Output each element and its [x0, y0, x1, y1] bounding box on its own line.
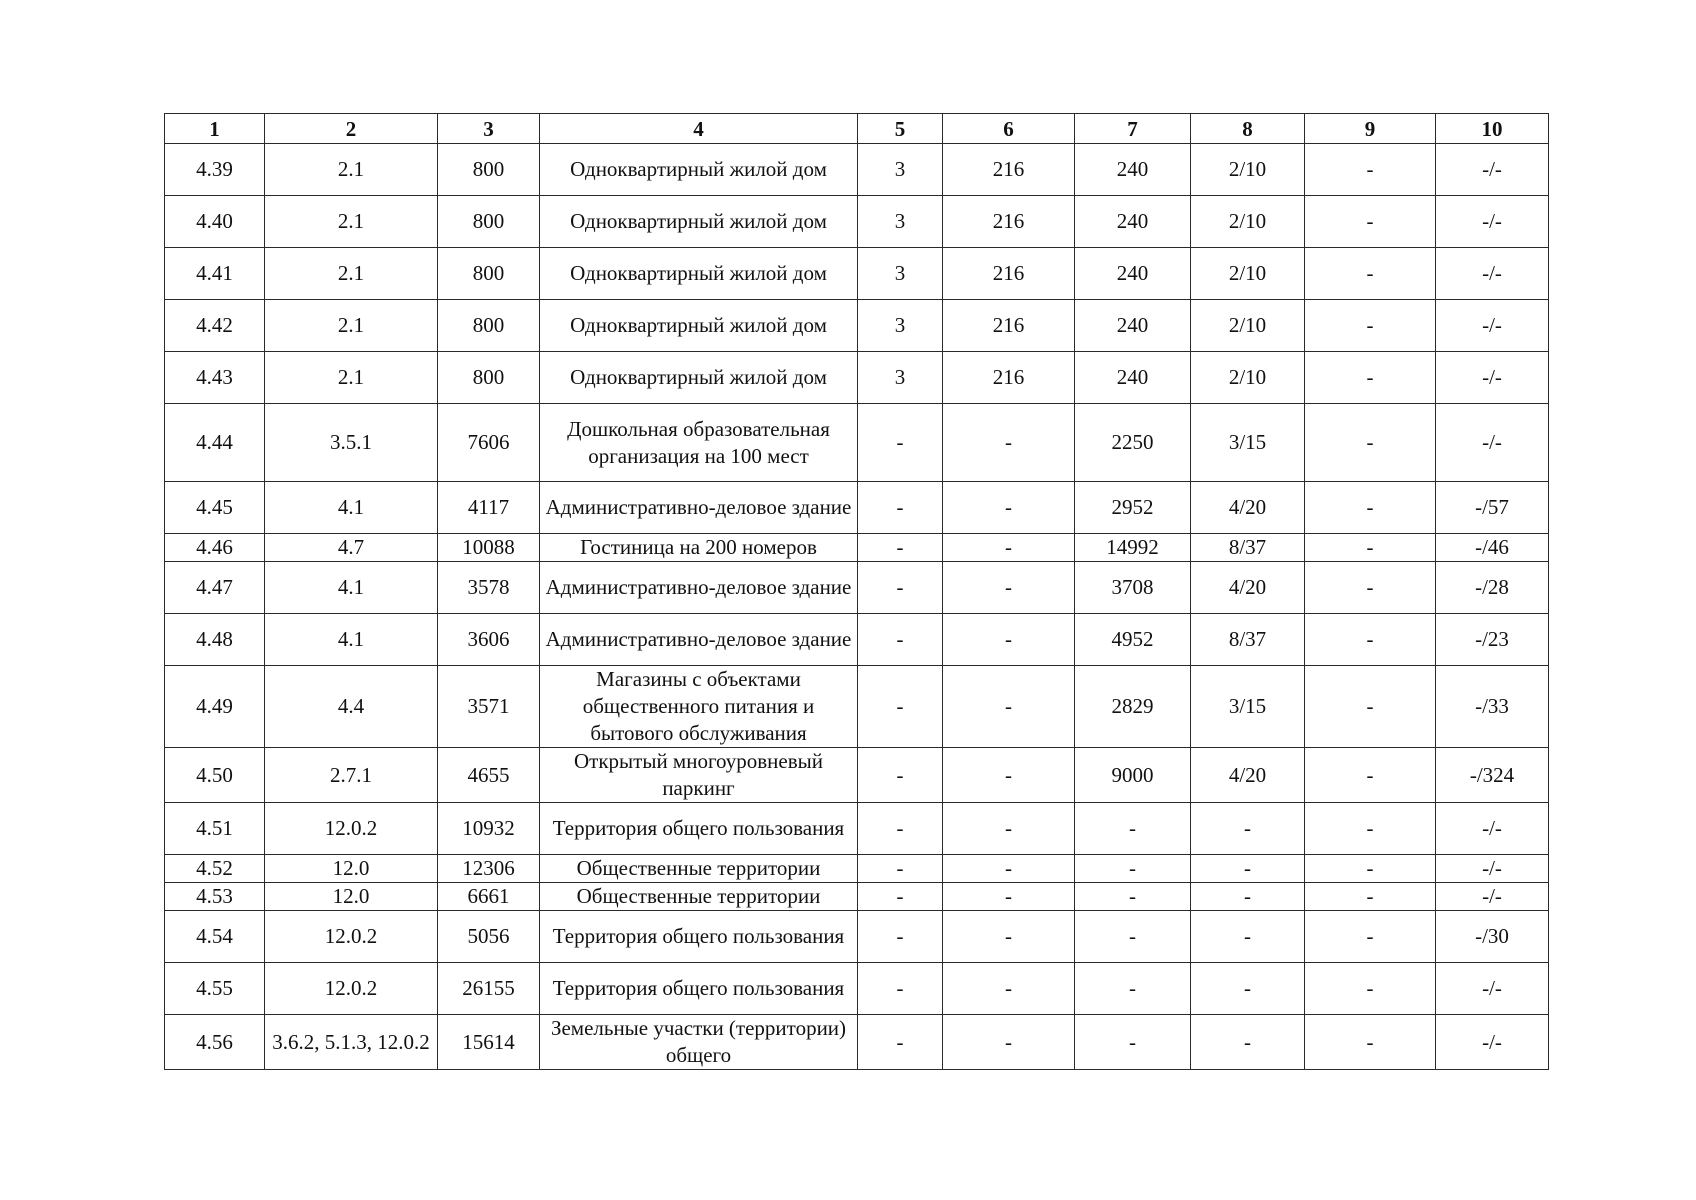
table-cell-col-8: 8/37 — [1191, 534, 1305, 562]
table-body — [165, 144, 1549, 1070]
table-cell-col-3: 4117 — [438, 482, 540, 534]
table-cell-col-1: 4.42 — [165, 300, 265, 352]
table-cell-col-2: 12.0 — [265, 883, 438, 911]
table-cell-col-6: - — [943, 883, 1075, 911]
table-cell-col-4: Территория общего пользования — [540, 911, 858, 963]
table-cell-col-7: - — [1075, 855, 1191, 883]
table-cell-col-5: - — [858, 534, 943, 562]
table-cell-col-4: Одноквартирный жилой дом — [540, 352, 858, 404]
column-header-10: 10 — [1436, 114, 1549, 144]
table-cell-col-8: 4/20 — [1191, 748, 1305, 803]
table-cell-col-1: 4.41 — [165, 248, 265, 300]
table-cell-col-10: -/- — [1436, 1015, 1549, 1070]
table-cell-col-9: - — [1305, 144, 1436, 196]
table-cell-col-3: 3606 — [438, 614, 540, 666]
table-cell-col-6: - — [943, 1015, 1075, 1070]
table-cell-col-9: - — [1305, 562, 1436, 614]
table-cell-col-6: - — [943, 614, 1075, 666]
table-cell-col-8: 8/37 — [1191, 614, 1305, 666]
table-cell-col-2: 12.0 — [265, 855, 438, 883]
table-cell-col-7: - — [1075, 803, 1191, 855]
table-cell-col-7: - — [1075, 963, 1191, 1015]
table-cell-col-1: 4.53 — [165, 883, 265, 911]
table-cell-col-6: - — [943, 404, 1075, 482]
table-cell-col-4: Общественные территории — [540, 855, 858, 883]
table-cell-col-10: -/- — [1436, 300, 1549, 352]
table-row — [165, 911, 1549, 963]
table-cell-col-10: -/- — [1436, 803, 1549, 855]
table-cell-col-9: - — [1305, 666, 1436, 748]
table-row — [165, 883, 1549, 911]
table-cell-col-10: -/- — [1436, 883, 1549, 911]
table-cell-col-10: -/57 — [1436, 482, 1549, 534]
table-cell-col-6: - — [943, 963, 1075, 1015]
table-cell-col-6: 216 — [943, 352, 1075, 404]
table-cell-col-1: 4.48 — [165, 614, 265, 666]
column-header-5: 5 — [858, 114, 943, 144]
table-cell-col-4: Территория общего пользования — [540, 803, 858, 855]
table-cell-col-4: Открытый многоуровневый паркинг — [540, 748, 858, 803]
table-row — [165, 803, 1549, 855]
table-cell-col-4: Общественные территории — [540, 883, 858, 911]
table-cell-col-10: -/30 — [1436, 911, 1549, 963]
table-cell-col-2: 12.0.2 — [265, 963, 438, 1015]
table-cell-col-1: 4.54 — [165, 911, 265, 963]
table-cell-col-5: - — [858, 404, 943, 482]
table-cell-col-1: 4.47 — [165, 562, 265, 614]
table-cell-col-9: - — [1305, 883, 1436, 911]
table-cell-col-9: - — [1305, 196, 1436, 248]
table-cell-col-5: - — [858, 855, 943, 883]
table-cell-col-7: 240 — [1075, 196, 1191, 248]
column-header-1: 1 — [165, 114, 265, 144]
table-row — [165, 352, 1549, 404]
table-cell-col-7: 3708 — [1075, 562, 1191, 614]
table-cell-col-4: Гостиница на 200 номеров — [540, 534, 858, 562]
table-cell-col-5: - — [858, 482, 943, 534]
table-cell-col-7: 4952 — [1075, 614, 1191, 666]
table-cell-col-8: 4/20 — [1191, 562, 1305, 614]
table-cell-col-8: 2/10 — [1191, 352, 1305, 404]
table-cell-col-1: 4.43 — [165, 352, 265, 404]
table-cell-col-1: 4.45 — [165, 482, 265, 534]
table-cell-col-9: - — [1305, 1015, 1436, 1070]
table-cell-col-2: 12.0.2 — [265, 803, 438, 855]
table-cell-col-10: -/- — [1436, 248, 1549, 300]
column-header-3: 3 — [438, 114, 540, 144]
table-cell-col-10: -/- — [1436, 404, 1549, 482]
table-cell-col-2: 4.4 — [265, 666, 438, 748]
table-cell-col-4: Дошкольная образовательная организация на 100 мест — [540, 404, 858, 482]
table-cell-col-3: 15614 — [438, 1015, 540, 1070]
table-cell-col-3: 6661 — [438, 883, 540, 911]
table-cell-col-3: 4655 — [438, 748, 540, 803]
table-cell-col-3: 800 — [438, 144, 540, 196]
table-cell-col-9: - — [1305, 911, 1436, 963]
table-row — [165, 666, 1549, 748]
column-header-4: 4 — [540, 114, 858, 144]
table-cell-col-2: 4.1 — [265, 562, 438, 614]
table-row — [165, 196, 1549, 248]
table-cell-col-3: 10932 — [438, 803, 540, 855]
table-row — [165, 404, 1549, 482]
table-cell-col-8: 2/10 — [1191, 196, 1305, 248]
table-row — [165, 482, 1549, 534]
table-cell-col-7: 14992 — [1075, 534, 1191, 562]
table-cell-col-9: - — [1305, 404, 1436, 482]
table-cell-col-8: - — [1191, 883, 1305, 911]
table-cell-col-3: 800 — [438, 352, 540, 404]
table-cell-col-8: - — [1191, 1015, 1305, 1070]
table-cell-col-3: 800 — [438, 248, 540, 300]
table-cell-col-2: 2.1 — [265, 352, 438, 404]
table-cell-col-9: - — [1305, 963, 1436, 1015]
table-row — [165, 1015, 1549, 1070]
table-cell-col-6: - — [943, 562, 1075, 614]
table-cell-col-6: - — [943, 748, 1075, 803]
table-cell-col-5: - — [858, 562, 943, 614]
table-cell-col-1: 4.46 — [165, 534, 265, 562]
table-cell-col-4: Одноквартирный жилой дом — [540, 144, 858, 196]
table-cell-col-5: 3 — [858, 248, 943, 300]
table-row — [165, 855, 1549, 883]
table-row — [165, 748, 1549, 803]
table-cell-col-7: 240 — [1075, 352, 1191, 404]
table-cell-col-3: 3578 — [438, 562, 540, 614]
table-cell-col-2: 3.5.1 — [265, 404, 438, 482]
table-cell-col-3: 3571 — [438, 666, 540, 748]
table-cell-col-8: - — [1191, 855, 1305, 883]
table-cell-col-5: 3 — [858, 300, 943, 352]
table-cell-col-8: - — [1191, 803, 1305, 855]
table-cell-col-10: -/- — [1436, 855, 1549, 883]
table-cell-col-10: -/23 — [1436, 614, 1549, 666]
table-cell-col-10: -/- — [1436, 196, 1549, 248]
column-header-6: 6 — [943, 114, 1075, 144]
table-cell-col-9: - — [1305, 748, 1436, 803]
table-cell-col-5: - — [858, 963, 943, 1015]
table-cell-col-3: 7606 — [438, 404, 540, 482]
table-cell-col-6: 216 — [943, 144, 1075, 196]
table-cell-col-6: 216 — [943, 248, 1075, 300]
table-row — [165, 614, 1549, 666]
table-cell-col-6: - — [943, 911, 1075, 963]
table-cell-col-5: - — [858, 748, 943, 803]
table-row — [165, 963, 1549, 1015]
column-header-9: 9 — [1305, 114, 1436, 144]
table-header-row — [165, 114, 1549, 144]
table-cell-col-9: - — [1305, 300, 1436, 352]
table-cell-col-4: Магазины с объектами общественного питания и бытового обслуживания — [540, 666, 858, 748]
table-cell-col-1: 4.51 — [165, 803, 265, 855]
table-cell-col-8: 2/10 — [1191, 248, 1305, 300]
table-cell-col-9: - — [1305, 482, 1436, 534]
table-cell-col-10: -/46 — [1436, 534, 1549, 562]
table-cell-col-2: 4.1 — [265, 482, 438, 534]
table-cell-col-4: Территория общего пользования — [540, 963, 858, 1015]
table-cell-col-9: - — [1305, 803, 1436, 855]
table-cell-col-7: 2829 — [1075, 666, 1191, 748]
table-cell-col-5: - — [858, 883, 943, 911]
table-cell-col-2: 2.1 — [265, 300, 438, 352]
table-cell-col-10: -/324 — [1436, 748, 1549, 803]
table-cell-col-5: 3 — [858, 144, 943, 196]
table-cell-col-4: Административно-деловое здание — [540, 562, 858, 614]
table-cell-col-8: 3/15 — [1191, 404, 1305, 482]
table-cell-col-7: 240 — [1075, 248, 1191, 300]
table-cell-col-1: 4.39 — [165, 144, 265, 196]
table-cell-col-2: 2.1 — [265, 196, 438, 248]
table-cell-col-3: 5056 — [438, 911, 540, 963]
table-cell-col-6: - — [943, 482, 1075, 534]
table-cell-col-3: 10088 — [438, 534, 540, 562]
table-cell-col-6: 216 — [943, 300, 1075, 352]
table-cell-col-4: Одноквартирный жилой дом — [540, 196, 858, 248]
table-cell-col-8: 4/20 — [1191, 482, 1305, 534]
table-cell-col-8: 2/10 — [1191, 144, 1305, 196]
table-cell-col-10: -/- — [1436, 144, 1549, 196]
table-cell-col-3: 800 — [438, 196, 540, 248]
table-cell-col-4: Административно-деловое здание — [540, 614, 858, 666]
table-cell-col-4: Административно-деловое здание — [540, 482, 858, 534]
table-cell-col-6: - — [943, 666, 1075, 748]
table-cell-col-1: 4.44 — [165, 404, 265, 482]
land-plots-table — [164, 113, 1549, 1070]
table-cell-col-5: 3 — [858, 352, 943, 404]
table-cell-col-6: - — [943, 534, 1075, 562]
table-cell-col-1: 4.49 — [165, 666, 265, 748]
table-cell-col-6: - — [943, 855, 1075, 883]
table-cell-col-7: - — [1075, 883, 1191, 911]
table-cell-col-4: Земельные участки (территории) общего — [540, 1015, 858, 1070]
table-cell-col-4: Одноквартирный жилой дом — [540, 300, 858, 352]
table-cell-col-7: 2250 — [1075, 404, 1191, 482]
table-cell-col-1: 4.40 — [165, 196, 265, 248]
table-row — [165, 144, 1549, 196]
table-cell-col-7: 240 — [1075, 144, 1191, 196]
table-cell-col-1: 4.55 — [165, 963, 265, 1015]
table-cell-col-9: - — [1305, 534, 1436, 562]
table-cell-col-9: - — [1305, 855, 1436, 883]
column-header-7: 7 — [1075, 114, 1191, 144]
table-cell-col-1: 4.52 — [165, 855, 265, 883]
table-cell-col-2: 2.7.1 — [265, 748, 438, 803]
table-cell-col-9: - — [1305, 614, 1436, 666]
table-cell-col-7: 9000 — [1075, 748, 1191, 803]
table-cell-col-8: - — [1191, 963, 1305, 1015]
column-header-8: 8 — [1191, 114, 1305, 144]
table-cell-col-5: 3 — [858, 196, 943, 248]
table-cell-col-2: 12.0.2 — [265, 911, 438, 963]
table-cell-col-2: 2.1 — [265, 248, 438, 300]
table-row — [165, 562, 1549, 614]
table-cell-col-2: 3.6.2, 5.1.3, 12.0.2 — [265, 1015, 438, 1070]
table-cell-col-1: 4.56 — [165, 1015, 265, 1070]
table-row — [165, 248, 1549, 300]
table-cell-col-5: - — [858, 666, 943, 748]
table-cell-col-7: - — [1075, 911, 1191, 963]
table-cell-col-3: 12306 — [438, 855, 540, 883]
table-cell-col-6: 216 — [943, 196, 1075, 248]
table-cell-col-5: - — [858, 614, 943, 666]
table-cell-col-3: 800 — [438, 300, 540, 352]
table-cell-col-10: -/33 — [1436, 666, 1549, 748]
table-cell-col-7: 240 — [1075, 300, 1191, 352]
table-cell-col-9: - — [1305, 248, 1436, 300]
table-cell-col-10: -/- — [1436, 352, 1549, 404]
table-cell-col-7: - — [1075, 1015, 1191, 1070]
table-row — [165, 300, 1549, 352]
table-cell-col-3: 26155 — [438, 963, 540, 1015]
table-cell-col-4: Одноквартирный жилой дом — [540, 248, 858, 300]
table-cell-col-5: - — [858, 803, 943, 855]
table-cell-col-7: 2952 — [1075, 482, 1191, 534]
table-cell-col-2: 4.7 — [265, 534, 438, 562]
table-cell-col-2: 2.1 — [265, 144, 438, 196]
table-cell-col-8: 3/15 — [1191, 666, 1305, 748]
table-cell-col-5: - — [858, 1015, 943, 1070]
table-cell-col-1: 4.50 — [165, 748, 265, 803]
land-plots-table-container — [164, 113, 1548, 1070]
table-cell-col-8: - — [1191, 911, 1305, 963]
table-cell-col-6: - — [943, 803, 1075, 855]
column-header-2: 2 — [265, 114, 438, 144]
table-cell-col-9: - — [1305, 352, 1436, 404]
table-cell-col-10: -/28 — [1436, 562, 1549, 614]
table-cell-col-10: -/- — [1436, 963, 1549, 1015]
table-row — [165, 534, 1549, 562]
table-cell-col-5: - — [858, 911, 943, 963]
table-cell-col-2: 4.1 — [265, 614, 438, 666]
table-cell-col-8: 2/10 — [1191, 300, 1305, 352]
